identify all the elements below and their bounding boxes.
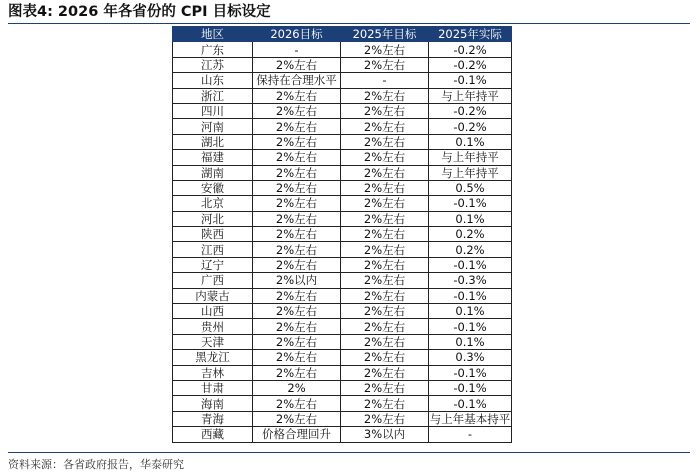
- region-cell: 河南: [173, 119, 253, 134]
- region-cell: 陕西: [173, 227, 253, 242]
- table-cell: 2%左右: [253, 227, 341, 242]
- table-cell: 与上年持平: [429, 88, 512, 103]
- table-row: [173, 134, 512, 149]
- table-cell: 与上年持平: [429, 150, 512, 165]
- table-cell: 2%左右: [341, 273, 429, 288]
- table-cell: -0.1%: [429, 196, 512, 211]
- table-cell: 2%左右: [253, 304, 341, 319]
- table-row: [173, 411, 512, 426]
- table-cell: 2%左右: [253, 242, 341, 257]
- table-cell: 2%左右: [253, 134, 341, 149]
- table-cell: -0.1%: [429, 365, 512, 380]
- table-row: [173, 319, 512, 334]
- table-body: [173, 42, 512, 442]
- region-cell: 西藏: [173, 427, 253, 442]
- table-cell: 2%左右: [253, 150, 341, 165]
- table-row: [173, 103, 512, 118]
- figure-title: 图表4: 2026 年各省份的 CPI 目标设定: [8, 4, 271, 20]
- table-cell: -: [253, 42, 341, 57]
- table-cell: -0.1%: [429, 73, 512, 88]
- table-cell: 与上年基本持平: [429, 411, 511, 426]
- cpi-target-table: [172, 26, 512, 443]
- table-row: [173, 180, 512, 195]
- table-row: [173, 211, 512, 226]
- table-cell: 2%左右: [341, 304, 429, 319]
- table-row: [173, 350, 512, 365]
- table-cell: 2%左右: [341, 150, 429, 165]
- table-cell: 0.1%: [429, 134, 512, 149]
- table-cell: 2%以内: [253, 273, 341, 288]
- region-cell: 广西: [173, 273, 253, 288]
- region-cell: 天津: [173, 334, 253, 349]
- table-cell: 2%左右: [253, 57, 341, 72]
- table-row: [173, 119, 512, 134]
- table-cell: 2%: [253, 380, 341, 395]
- table-cell: -0.1%: [429, 380, 512, 395]
- region-cell: 湖北: [173, 134, 253, 149]
- table-cell: 2%左右: [341, 196, 429, 211]
- table-cell: 2%左右: [253, 180, 341, 195]
- table-cell: 2%左右: [341, 211, 429, 226]
- table-row: [173, 227, 512, 242]
- figure-title-bar: [8, 2, 690, 24]
- column-header: 2025年目标: [341, 27, 429, 42]
- table-cell: 2%左右: [341, 242, 429, 257]
- table-cell: 保持在合理水平: [253, 73, 341, 88]
- table-cell: 2%左右: [341, 165, 429, 180]
- table-cell: 与上年持平: [429, 165, 512, 180]
- region-cell: 山东: [173, 73, 253, 88]
- table-row: [173, 257, 512, 272]
- region-cell: 江西: [173, 242, 253, 257]
- table-cell: 3%以内: [341, 427, 429, 442]
- table-row: [173, 150, 512, 165]
- region-cell: 山西: [173, 304, 253, 319]
- region-cell: 辽宁: [173, 257, 253, 272]
- table-cell: 2%左右: [341, 350, 429, 365]
- table-cell: 0.3%: [429, 350, 512, 365]
- table-cell: 0.1%: [429, 304, 512, 319]
- table-cell: 2%左右: [253, 319, 341, 334]
- table-cell: -0.1%: [429, 288, 512, 303]
- table-cell: 2%左右: [253, 165, 341, 180]
- table-cell: 2%左右: [341, 103, 429, 118]
- table-row: [173, 380, 512, 395]
- region-cell: 浙江: [173, 88, 253, 103]
- table-cell: 2%左右: [341, 380, 429, 395]
- table-cell: -0.1%: [429, 319, 512, 334]
- table-row: [173, 57, 512, 72]
- table-cell: 2%左右: [341, 134, 429, 149]
- table-cell: 2%左右: [253, 88, 341, 103]
- table-row: [173, 242, 512, 257]
- table-row: [173, 334, 512, 349]
- table-cell: 2%左右: [341, 42, 429, 57]
- table-row: [173, 273, 512, 288]
- table-cell: 0.1%: [429, 211, 512, 226]
- table-cell: 0.2%: [429, 227, 512, 242]
- table-row: [173, 73, 512, 88]
- table-cell: 2%左右: [253, 119, 341, 134]
- table-cell: 2%左右: [341, 411, 429, 426]
- table-row: [173, 365, 512, 380]
- table-cell: 2%左右: [253, 334, 341, 349]
- table-cell: 2%左右: [253, 257, 341, 272]
- table-cell: 2%左右: [341, 319, 429, 334]
- table-cell: 0.1%: [429, 334, 512, 349]
- table-row: [173, 165, 512, 180]
- table-row: [173, 396, 512, 411]
- table-cell: -: [341, 73, 429, 88]
- table-header-row: [173, 27, 512, 42]
- table-cell: -0.2%: [429, 119, 512, 134]
- table-cell: 0.5%: [429, 180, 512, 195]
- table-cell: -0.2%: [429, 42, 512, 57]
- table-cell: 2%左右: [253, 350, 341, 365]
- region-cell: 吉林: [173, 365, 253, 380]
- table-cell: 2%左右: [253, 365, 341, 380]
- table-cell: -0.2%: [429, 103, 512, 118]
- region-cell: 江苏: [173, 57, 253, 72]
- table-cell: 0.2%: [429, 242, 512, 257]
- table-cell: 2%左右: [253, 211, 341, 226]
- table-cell: 2%左右: [341, 334, 429, 349]
- table-cell: 2%左右: [253, 411, 341, 426]
- table-row: [173, 288, 512, 303]
- region-cell: 四川: [173, 103, 253, 118]
- table-row: [173, 304, 512, 319]
- table-cell: -: [429, 427, 512, 442]
- region-cell: 北京: [173, 196, 253, 211]
- table-cell: 2%左右: [341, 88, 429, 103]
- source-footnote: 资料来源：各省政府报告，华泰研究: [8, 452, 690, 472]
- table-cell: 2%左右: [253, 103, 341, 118]
- table-cell: 2%左右: [341, 365, 429, 380]
- region-cell: 福建: [173, 150, 253, 165]
- table-cell: -0.3%: [429, 273, 512, 288]
- table-cell: 2%左右: [253, 396, 341, 411]
- column-header: 地区: [173, 27, 253, 42]
- region-cell: 贵州: [173, 319, 253, 334]
- table-cell: 2%左右: [341, 119, 429, 134]
- region-cell: 海南: [173, 396, 253, 411]
- region-cell: 黑龙江: [173, 350, 253, 365]
- region-cell: 广东: [173, 42, 253, 57]
- table-cell: 2%左右: [341, 288, 429, 303]
- table-cell: 2%左右: [341, 180, 429, 195]
- column-header: 2025年实际: [429, 27, 512, 42]
- table-cell: 2%左右: [253, 196, 341, 211]
- table-cell: -0.2%: [429, 57, 512, 72]
- table-cell: 2%左右: [341, 227, 429, 242]
- region-cell: 安徽: [173, 180, 253, 195]
- region-cell: 青海: [173, 411, 253, 426]
- region-cell: 河北: [173, 211, 253, 226]
- region-cell: 湖南: [173, 165, 253, 180]
- table-cell: -0.1%: [429, 396, 512, 411]
- region-cell: 内蒙古: [173, 288, 253, 303]
- table-cell: -0.1%: [429, 257, 512, 272]
- table-cell: 2%左右: [341, 57, 429, 72]
- table-row: [173, 88, 512, 103]
- table-cell: 价格合理回升: [253, 427, 341, 442]
- table-row: [173, 427, 512, 442]
- column-header: 2026目标: [253, 27, 341, 42]
- table-row: [173, 196, 512, 211]
- region-cell: 甘肃: [173, 380, 253, 395]
- table-cell: 2%左右: [253, 288, 341, 303]
- table-row: [173, 42, 512, 57]
- table-cell: 2%左右: [341, 396, 429, 411]
- table-cell: 2%左右: [341, 257, 429, 272]
